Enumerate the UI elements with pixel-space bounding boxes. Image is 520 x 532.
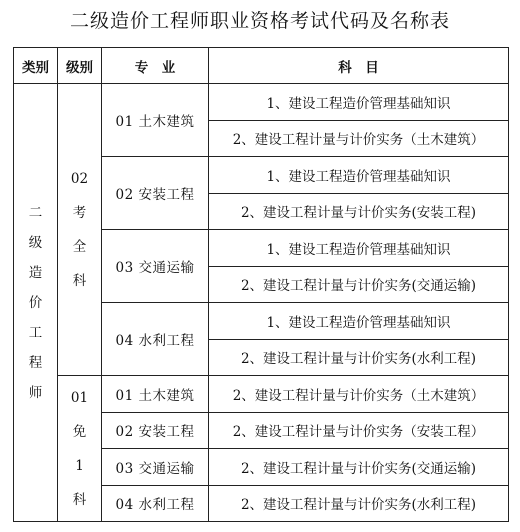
level-cell — [58, 84, 102, 376]
subject-cell: 2、建设工程计量与计价实务(水利工程) — [209, 485, 509, 522]
table-row — [14, 376, 509, 413]
major-cell: 01 土木建筑 — [102, 376, 209, 413]
subject-cell: 2、建设工程计量与计价实务（土木建筑） — [209, 120, 509, 157]
major-cell: 04 水利工程 — [102, 485, 209, 522]
header-category: 类别 — [14, 48, 58, 84]
major-cell: 02 安装工程 — [102, 157, 209, 230]
subject-cell: 2、建设工程计量与计价实务(交通运输) — [209, 266, 509, 303]
level-label: 01 免 1 科 — [70, 389, 89, 508]
subject-cell: 1、建设工程造价管理基础知识 — [209, 230, 509, 267]
major-cell: 04 水利工程 — [102, 303, 209, 376]
subject-cell: 2、建设工程计量与计价实务(水利工程) — [209, 339, 509, 376]
subject-cell: 1、建设工程造价管理基础知识 — [209, 157, 509, 194]
subject-cell: 2、建设工程计量与计价实务（土木建筑） — [209, 376, 509, 413]
page-title: 二级造价工程师职业资格考试代码及名称表 — [69, 10, 450, 32]
major-cell: 03 交通运输 — [102, 449, 209, 486]
level-cell — [58, 376, 102, 522]
subject-cell: 2、建设工程计量与计价实务(交通运输) — [209, 449, 509, 486]
major-cell: 03 交通运输 — [102, 230, 209, 303]
subject-cell: 1、建设工程造价管理基础知识 — [209, 303, 509, 340]
header-subject: 科 目 — [209, 48, 509, 84]
subject-cell: 1、建设工程造价管理基础知识 — [209, 84, 509, 121]
category-label: 二 级 造 价 工 程 师 — [28, 204, 43, 401]
header-major: 专 业 — [102, 48, 209, 84]
level-label: 02 考 全 科 — [70, 170, 89, 289]
major-cell: 01 土木建筑 — [102, 84, 209, 157]
header-row — [14, 48, 509, 84]
subject-cell: 2、建设工程计量与计价实务(安装工程) — [209, 193, 509, 230]
exam-code-table — [13, 47, 509, 522]
header-level: 级别 — [58, 48, 102, 84]
major-cell: 02 安装工程 — [102, 412, 209, 449]
subject-cell: 2、建设工程计量与计价实务（安装工程） — [209, 412, 509, 449]
category-cell — [14, 84, 58, 522]
table-row — [14, 84, 509, 121]
